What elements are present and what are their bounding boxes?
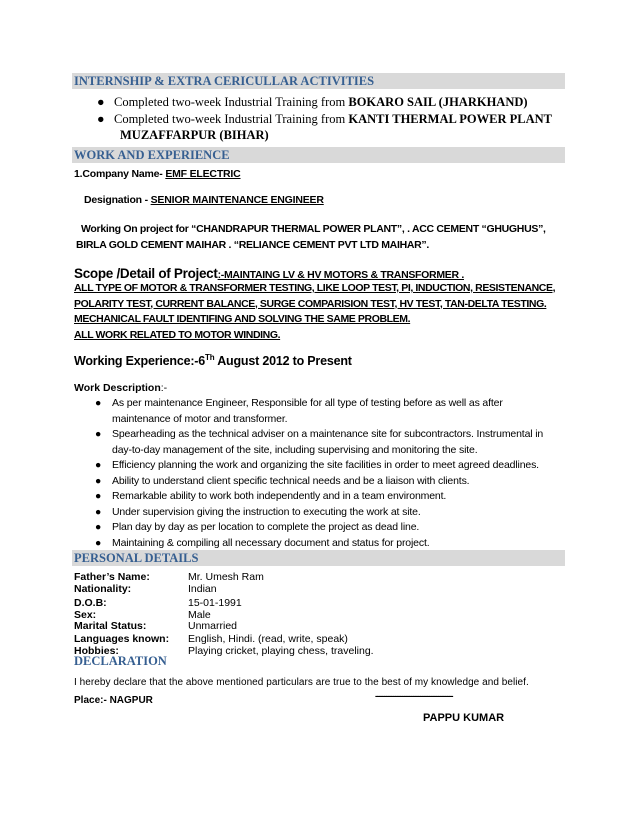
bullet-icon: ● [95,490,102,502]
duty-text: Efficiency planning the work and organizing the site facilities in order to meet agreed deadlines. [112,459,539,471]
internship-text: Completed two-week Industrial Training from [114,112,349,126]
field-value: English, Hindi. (read, write, speak) [188,633,348,645]
place-line: Place:- NAGPUR [74,695,153,706]
personal-heading: PERSONAL DETAILS [72,550,565,566]
bullet-icon: ● [95,536,102,549]
field-label: Sex: [74,609,97,621]
bullet-icon: ● [95,505,102,518]
list-item [86,458,566,474]
field-value: Playing cricket, playing chess, traveling. [188,645,374,657]
internship-place: KANTI THERMAL POWER PLANT [348,112,552,126]
list-item [86,427,566,458]
company-line [74,168,241,180]
list-item [86,520,566,536]
work-heading: WORK AND EXPERIENCE [72,147,565,163]
declaration-heading: DECLARATION [74,654,167,668]
bullet-icon: ● [95,459,102,471]
field-label: Hobbies: [74,645,119,657]
bullet-icon: ● [95,397,102,409]
scope-details [74,281,555,343]
duty-text: Under supervision giving the instruction to executing the work at site. [112,505,421,518]
duty-text: maintenance of motor and transformer. [112,412,288,425]
project-line: BIRLA GOLD CEMENT MAIHAR . “RELIANCE CEMENT PVT LTD MAIHAR”. [76,239,429,251]
experience-line [74,353,352,368]
bullet-icon: ● [95,428,102,440]
company-name: EMF ELECTRIC [165,168,241,180]
duty-text: Plan day by day as per location to complete the project as dead line. [112,521,420,533]
scope-line: POLARITY TEST, CURRENT BALANCE, SURGE COMPARISION TEST, HV TEST, TAN-DELTA TESTING. [74,297,547,310]
designation-line [84,194,324,206]
experience-label: Working Experience:-6 [74,354,206,369]
declaration-text: I hereby declare that the above mentioned particulars are true to the best of my knowledge and belief. [74,677,529,688]
bullet-icon: ● [97,112,105,126]
list-item [86,489,566,505]
description-label-line [74,382,167,394]
duty-text: Maintaining & compiling all necessary document and status for project. [112,536,430,549]
field-label: Marital Status: [74,620,147,632]
internship-place-location: MUZAFFARPUR (BIHAR) [120,128,269,142]
list-item [88,111,568,143]
duty-text: As per maintenance Engineer, Responsible for all type of testing before as well as after [112,397,503,409]
signature-line: ------------------------------------------- [375,691,453,701]
duty-text: Spearheading as the technical adviser on a maintenance site for subcontractors. Instrumental in [112,428,544,440]
description-colon: :- [160,382,168,394]
scope-line: MECHANICAL FAULT IDENTIFING AND SOLVING THE SAME PROBLEM. [74,313,411,325]
field-value: 15-01-1991 [188,597,242,609]
list-item [86,536,566,552]
internship-heading: INTERNSHIP & EXTRA CERICULLAR ACTIVITIES [72,73,565,89]
duty-text: Remarkable ability to work both independently and in a team environment. [112,490,447,502]
list-item [88,94,568,111]
scope-line: :-MAINTAING LV & HV MOTORS & TRANSFORMER . [217,269,464,281]
bullet-icon: ● [95,474,102,487]
experience-sup: Th [205,353,215,362]
internship-list [88,94,568,143]
bullet-icon: ● [95,521,102,533]
scope-label: Scope /Detail of Project [74,266,218,281]
company-label: 1.Company Name- [74,168,166,180]
internship-text: Completed two-week Industrial Training from [114,95,349,109]
project-line: Working On project for “CHANDRAPUR THERMAL POWER PLANT”, . ACC CEMENT “GHUGHUS”, [81,223,546,235]
field-label: Languages known: [74,633,170,645]
project-text [76,221,546,253]
list-item [86,396,566,427]
field-value: Mr. Umesh Ram [188,571,264,583]
list-item [86,505,566,521]
field-value: Unmarried [188,620,238,632]
field-label: Nationality: [74,583,132,595]
bullet-icon: ● [97,95,105,109]
applicant-name: PAPPU KUMAR [423,712,505,724]
internship-place: BOKARO SAIL (JHARKHAND) [348,95,528,109]
field-label: Father’s Name: [74,571,150,583]
duties-list [86,396,566,551]
experience-date: August 2012 to Present [214,354,352,369]
duty-text: Ability to understand client specific technical needs and be a liaison with clients. [112,474,470,487]
field-value: Male [188,609,211,621]
description-label: Work Description [74,382,161,394]
duty-text: day-to-day management of the site, including supervising and monitoring the site. [112,443,478,456]
field-label: D.O.B: [74,597,107,609]
list-item [86,474,566,490]
scope-line: ALL TYPE OF MOTOR & TRANSFORMER TESTING, LIKE LOOP TEST, PI, INDUCTION, RESISTENANCE, [74,282,556,294]
designation-label: Designation - [84,194,151,206]
scope-line: ALL WORK RELATED TO MOTOR WINDING. [74,328,281,341]
field-value: Indian [188,583,217,595]
designation-value: SENIOR MAINTENANCE ENGINEER [150,194,324,206]
